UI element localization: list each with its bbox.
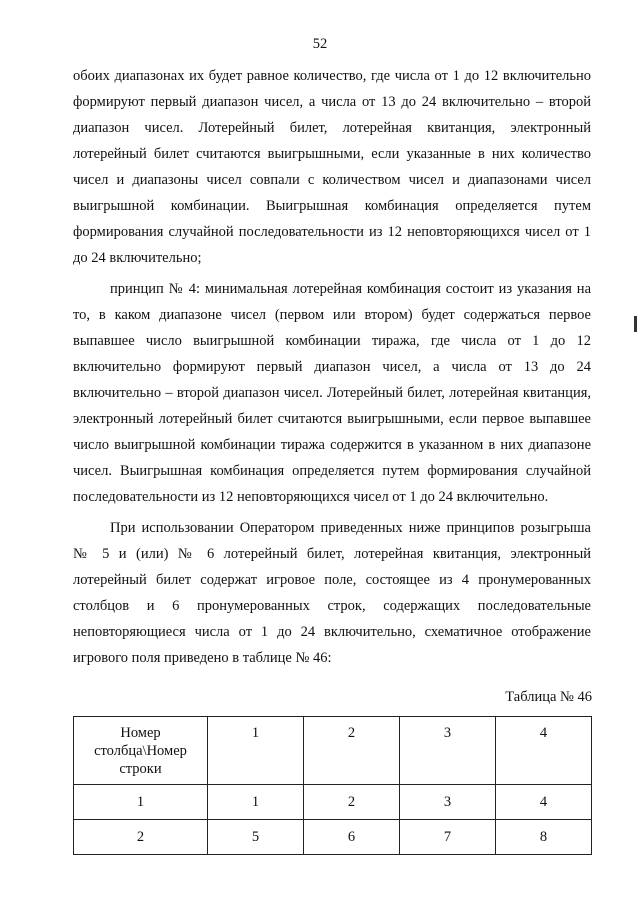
row-label: 1 <box>74 785 208 820</box>
paragraph-2: принцип № 4: минимальная лотерейная комбинация состоит из указания на то, в каком диапазоне чисел (первом или втором) будет содержаться первое выпавшее число выигрышной комбинации тиража, где числа от 1 до 12 включительно формируют первый диапазон чисел, а числа от 13 до 24 включительно – второй диапазон чисел. Лотерейный билет, лотерейная квитанция, электронный лотерейный билет считаются выигрышными, если первое выпавшее число выигрышной комбинации тиража содержится в указанном в них диапазоне чисел. Выигрышная комбинация определяется путем формирования случайной последовательности из 12 неповторяющихся чисел от 1 до 24 включительно. <box>73 281 591 505</box>
column-header-3: 3 <box>400 717 496 785</box>
page-number: 52 <box>312 36 328 52</box>
corner-header-cell: Номер столбца\Номер строки <box>74 717 208 785</box>
table-cell: 4 <box>496 785 592 820</box>
table-cell: 5 <box>208 820 304 855</box>
table-cell: 1 <box>208 785 304 820</box>
body-text <box>73 63 591 671</box>
table-row <box>74 820 592 855</box>
column-header-4: 4 <box>496 717 592 785</box>
paragraph-1: обоих диапазонах их будет равное количество, где числа от 1 до 12 включительно формируют первый диапазон чисел, а числа от 13 до 24 включительно – второй диапазон чисел. Лотерейный билет, лотерейная квитанция, электронный лотерейный билет считаются выигрышными, если указанные в них количество чисел и диапазоны чисел совпали с количеством чисел и диапазонами чисел выигрышной комбинации. Выигрышная комбинация определяется путем формирования случайной последовательности из 12 неповторяющихся чисел от 1 до 24 включительно; <box>73 68 591 266</box>
table-cell: 7 <box>400 820 496 855</box>
table-caption: Таблица № 46 <box>505 689 592 705</box>
table-cell: 8 <box>496 820 592 855</box>
table-header-row <box>74 717 592 785</box>
scan-margin-mark <box>634 316 637 332</box>
column-header-2: 2 <box>304 717 400 785</box>
paragraph-3: При использовании Оператором приведенных ниже принципов розыгрыша № 5 и (или) № 6 лотерейный билет, лотерейная квитанция, электронный лотерейный билет содержат игровое поле, состоящее из 4 пронумерованных столбцов и 6 пронумерованных строк, содержащих последовательные неповторяющиеся числа от 1 до 24 включительно, схематичное отображение игрового поля приведено в таблице № 46: <box>73 520 591 666</box>
table-cell: 2 <box>304 785 400 820</box>
row-label: 2 <box>74 820 208 855</box>
game-field-table <box>73 716 592 855</box>
column-header-1: 1 <box>208 717 304 785</box>
table-cell: 6 <box>304 820 400 855</box>
table-row <box>74 785 592 820</box>
table-cell: 3 <box>400 785 496 820</box>
